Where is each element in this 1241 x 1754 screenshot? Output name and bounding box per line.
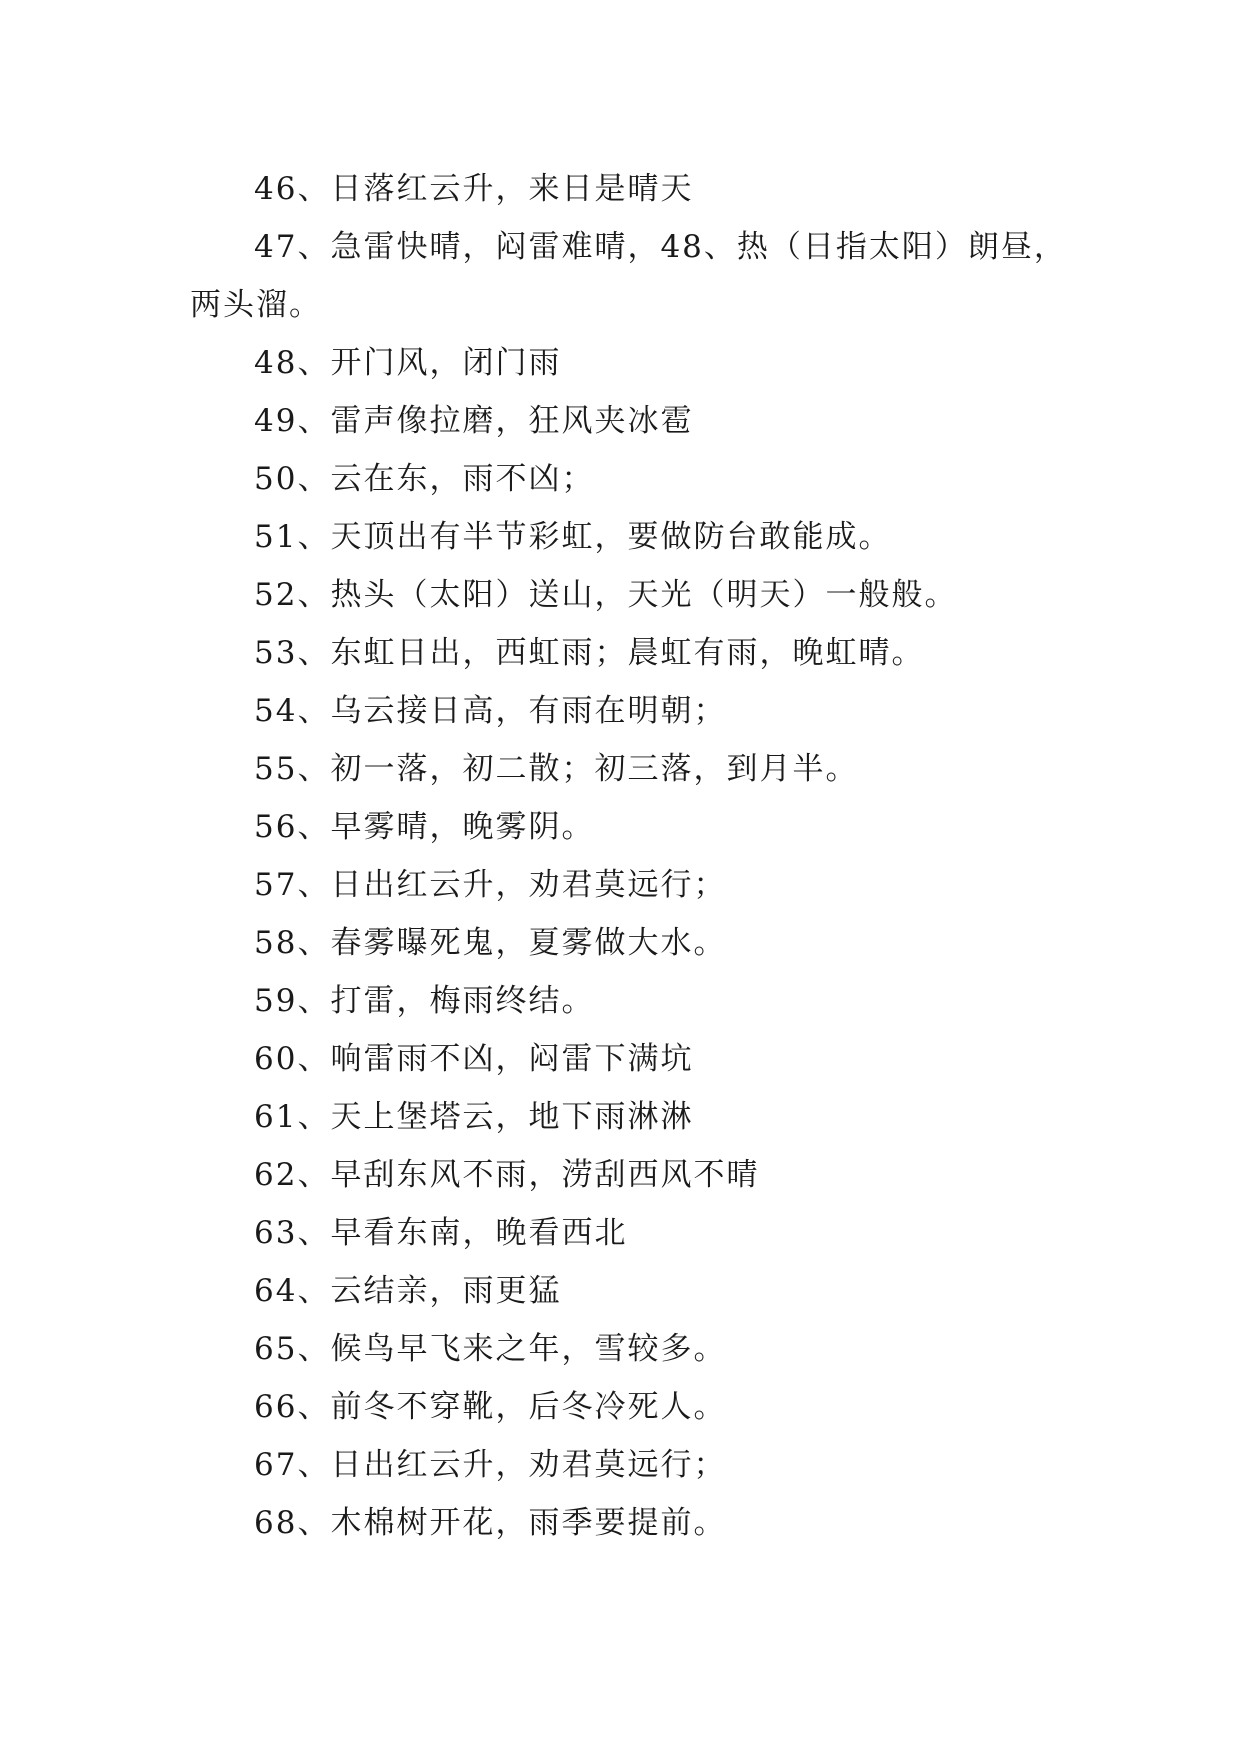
proverb-line: 58、春雾曝死鬼，夏雾做大水。 bbox=[254, 925, 727, 961]
proverb-line: 65、候鸟早飞来之年，雪较多。 bbox=[254, 1331, 727, 1367]
proverb-line: 48、开门风，闭门雨 bbox=[254, 345, 562, 381]
proverb-line: 46、日落红云升，来日是晴天 bbox=[254, 171, 694, 207]
proverb-line-continuation: 两头溜。 bbox=[190, 287, 322, 323]
document-body bbox=[190, 160, 1070, 1552]
proverb-line: 52、热头（太阳）送山，天光（明天）一般般。 bbox=[254, 577, 958, 613]
proverb-line: 49、雷声像拉磨，狂风夹冰雹 bbox=[254, 403, 694, 439]
proverb-line: 64、云结亲，雨更猛 bbox=[254, 1273, 562, 1309]
proverb-line: 50、云在东，雨不凶； bbox=[254, 461, 595, 497]
proverb-line: 67、日出红云升，劝君莫远行； bbox=[254, 1447, 727, 1483]
proverb-line: 61、天上堡塔云，地下雨淋淋 bbox=[254, 1099, 694, 1135]
proverb-line: 62、早刮东风不雨，涝刮西风不晴 bbox=[254, 1157, 760, 1193]
proverb-line: 51、天顶出有半节彩虹，要做防台敢能成。 bbox=[254, 519, 892, 555]
proverb-line: 57、日出红云升，劝君莫远行； bbox=[254, 867, 727, 903]
proverb-line: 59、打雷，梅雨终结。 bbox=[254, 983, 595, 1019]
proverb-line: 56、早雾晴，晚雾阴。 bbox=[254, 809, 595, 845]
proverb-line: 60、响雷雨不凶，闷雷下满坑 bbox=[254, 1041, 694, 1077]
proverb-line: 63、早看东南，晚看西北 bbox=[254, 1215, 628, 1251]
proverb-line: 68、木棉树开花，雨季要提前。 bbox=[254, 1505, 727, 1541]
proverb-line: 54、乌云接日高，有雨在明朝； bbox=[254, 693, 727, 729]
proverb-line: 53、东虹日出，西虹雨；晨虹有雨，晚虹晴。 bbox=[254, 635, 925, 671]
proverb-line: 55、初一落，初二散；初三落，到月半。 bbox=[254, 751, 859, 787]
proverb-line: 47、急雷快晴，闷雷难晴，48、热（日指太阳）朗昼， bbox=[254, 229, 1067, 265]
proverb-line: 66、前冬不穿靴，后冬冷死人。 bbox=[254, 1389, 727, 1425]
